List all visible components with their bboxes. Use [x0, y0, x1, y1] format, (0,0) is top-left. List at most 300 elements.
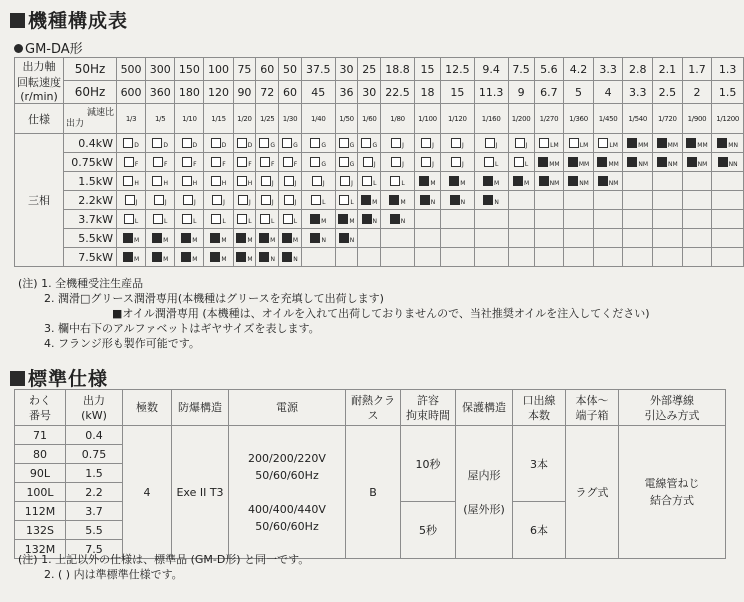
gear-cell	[441, 229, 475, 248]
gear-cell	[508, 172, 534, 191]
gear-cell	[256, 172, 279, 191]
gear-cell	[712, 229, 744, 248]
gear-cell	[146, 191, 175, 210]
gear-cell	[441, 153, 475, 172]
oil-lubrication-box-icon	[123, 233, 133, 243]
section1-title: 機種構成表	[10, 6, 128, 33]
gear-size-label: N	[460, 198, 466, 206]
gear-cell	[712, 134, 744, 153]
oil-lubrication-box-icon	[259, 252, 269, 262]
speed60-cell: 1.5	[712, 81, 744, 104]
oil-lubrication-box-icon	[152, 233, 162, 243]
oil-lubrication-box-icon	[361, 195, 371, 205]
notes2	[18, 552, 309, 582]
gear-size-label: L	[293, 217, 298, 225]
phase-label: 三相	[15, 134, 64, 267]
gear-size-label: M	[163, 255, 169, 263]
explosion-cell: Exe II T3	[172, 426, 229, 559]
gear-size-label: J	[525, 141, 528, 149]
gear-cell	[534, 210, 564, 229]
speed60-cell: 2.5	[653, 81, 683, 104]
gear-size-label: M	[292, 236, 299, 244]
oil-lubrication-box-icon	[362, 214, 372, 224]
grease-lubrication-box-icon	[569, 138, 579, 148]
speed50-cell: 30	[335, 58, 358, 81]
gear-size-label: J	[135, 198, 138, 206]
gear-cell	[381, 229, 415, 248]
oil-lubrication-box-icon	[597, 157, 607, 167]
ratio-cell: 1/540	[623, 104, 653, 134]
gear-size-label: M	[321, 217, 327, 225]
gear-cell	[441, 210, 475, 229]
gear-cell	[175, 134, 204, 153]
grease-lubrication-box-icon	[237, 138, 247, 148]
oil-lubrication-box-icon	[181, 252, 191, 262]
gear-size-label: L	[164, 217, 168, 225]
gear-cell	[381, 191, 415, 210]
oil-lubrication-box-icon	[627, 157, 637, 167]
gear-cell	[623, 172, 653, 191]
grease-lubrication-box-icon	[282, 138, 292, 148]
gear-cell	[474, 248, 508, 267]
gear-cell	[653, 229, 683, 248]
gear-cell	[279, 134, 302, 153]
gear-size-label: J	[495, 141, 498, 149]
grease-lubrication-box-icon	[310, 138, 320, 148]
gear-cell	[623, 210, 653, 229]
gear-size-label: M	[133, 236, 140, 244]
gear-cell	[414, 153, 440, 172]
gear-cell	[233, 134, 256, 153]
gear-cell	[414, 248, 440, 267]
oil-lubrication-box-icon	[686, 138, 696, 148]
gear-size-label: MM	[697, 141, 708, 149]
output-cell: 1.5	[66, 464, 123, 483]
ratio-cell: 1/10	[175, 104, 204, 134]
ratio-cell: 1/360	[564, 104, 594, 134]
gear-size-label: N	[400, 217, 406, 225]
oil-lubrication-box-icon	[152, 252, 162, 262]
gear-cell	[593, 248, 623, 267]
gear-cell	[441, 248, 475, 267]
gear-size-label: J	[223, 198, 225, 206]
grease-lubrication-box-icon	[182, 138, 192, 148]
grease-lubrication-box-icon	[124, 214, 134, 224]
gear-size-label: J	[461, 160, 464, 168]
gear-size-label: N	[372, 217, 378, 225]
speed60-cell: 600	[117, 81, 146, 104]
h-power: 電源	[229, 390, 346, 426]
gear-cell	[279, 172, 302, 191]
gear-size-label: LM	[579, 141, 589, 149]
grease-lubrication-box-icon	[237, 157, 247, 167]
gear-cell	[474, 210, 508, 229]
speed60-cell: 5	[564, 81, 594, 104]
gear-cell	[474, 191, 508, 210]
gear-cell	[233, 191, 256, 210]
frame-cell: 90L	[15, 464, 66, 483]
time-b-cell: 5秒	[401, 502, 456, 559]
hz60-label: 60Hz	[64, 81, 117, 104]
gear-cell	[117, 229, 146, 248]
h-frame: わく 番号	[15, 390, 66, 426]
power-cell: 2.2kW	[64, 191, 117, 210]
gear-cell	[335, 248, 358, 267]
speed60-cell: 360	[146, 81, 175, 104]
speed60-cell: 72	[256, 81, 279, 104]
gear-size-label: LM	[550, 141, 559, 149]
gear-cell	[256, 229, 279, 248]
grease-lubrication-box-icon	[153, 157, 163, 167]
gear-cell	[175, 229, 204, 248]
h-terminal: 本体～ 端子箱	[566, 390, 619, 426]
speed50-cell: 9.4	[474, 58, 508, 81]
wiring-cell: 電線管ねじ 結合方式	[619, 426, 726, 559]
leads-b-cell: 6本	[513, 502, 566, 559]
gear-size-label: M	[430, 179, 436, 187]
gear-cell	[414, 134, 440, 153]
gear-cell	[256, 210, 279, 229]
gear-size-label: D	[192, 141, 198, 149]
power-cell: 3.7kW	[64, 210, 117, 229]
gear-size-label: G	[293, 141, 298, 149]
ratio-cell: 1/40	[301, 104, 335, 134]
gear-cell	[335, 134, 358, 153]
gear-cell	[534, 153, 564, 172]
gear-size-label: F	[134, 160, 139, 168]
speed50-cell: 1.3	[712, 58, 744, 81]
oil-lubrication-box-icon	[568, 176, 578, 186]
gear-cell	[233, 229, 256, 248]
gear-size-label: M	[192, 236, 198, 244]
speed60-cell: 6.7	[534, 81, 564, 104]
speed50-cell: 150	[175, 58, 204, 81]
output-cell: 5.5	[66, 521, 123, 540]
gear-size-label: MM	[638, 141, 649, 149]
speed50-cell: 100	[204, 58, 233, 81]
model-subtitle: GM-DA形	[14, 38, 83, 57]
speed50-cell: 18.8	[381, 58, 415, 81]
gear-cell	[358, 153, 381, 172]
gear-cell	[712, 248, 744, 267]
grease-lubrication-box-icon	[259, 138, 269, 148]
gear-size-label: M	[400, 198, 406, 206]
grease-lubrication-box-icon	[451, 157, 461, 167]
gear-size-label: F	[163, 160, 168, 168]
oil-lubrication-box-icon	[449, 176, 459, 186]
gear-cell	[564, 172, 594, 191]
speed50-cell: 2.1	[653, 58, 683, 81]
gear-cell	[623, 248, 653, 267]
grease-lubrication-box-icon	[125, 195, 135, 205]
gear-cell	[653, 210, 683, 229]
speed50-cell: 1.7	[682, 58, 712, 81]
speed60-cell: 2	[682, 81, 712, 104]
gear-size-label: L	[401, 179, 405, 187]
speed-row-label: 出力軸 回転速度 (r/min)	[15, 58, 64, 104]
gear-cell	[146, 172, 175, 191]
gear-size-label: MM	[549, 160, 560, 168]
gear-cell	[593, 229, 623, 248]
gear-cell	[381, 153, 415, 172]
grease-lubrication-box-icon	[284, 176, 294, 186]
grease-lubrication-box-icon	[361, 138, 371, 148]
gear-size-label: G	[372, 141, 378, 149]
gear-cell	[414, 191, 440, 210]
gear-size-label: J	[294, 198, 297, 206]
oil-lubrication-box-icon	[338, 214, 348, 224]
oil-lubrication-box-icon	[483, 176, 493, 186]
gear-cell	[712, 210, 744, 229]
ratio-cell: 1/160	[474, 104, 508, 134]
gear-cell	[381, 172, 415, 191]
gear-cell	[335, 191, 358, 210]
gear-cell	[623, 153, 653, 172]
gear-cell	[335, 153, 358, 172]
gear-cell	[712, 153, 744, 172]
gear-size-label: N	[270, 255, 275, 263]
gear-size-label: G	[321, 160, 327, 168]
gear-cell	[474, 172, 508, 191]
gear-size-label: J	[294, 179, 297, 187]
gear-cell	[256, 134, 279, 153]
gear-cell	[233, 248, 256, 267]
gear-cell	[301, 172, 335, 191]
gear-size-label: M	[163, 236, 169, 244]
gear-cell	[279, 153, 302, 172]
ratio-cell: 1/5	[146, 104, 175, 134]
speed60-cell: 4	[593, 81, 623, 104]
speed60-cell: 3.3	[623, 81, 653, 104]
output-cell: 7.5	[66, 540, 123, 559]
gear-size-label: J	[249, 198, 251, 206]
output-cell: 2.2	[66, 483, 123, 502]
gear-cell	[381, 134, 415, 153]
gear-size-label: J	[271, 198, 274, 206]
gear-cell	[414, 210, 440, 229]
gear-size-label: M	[523, 179, 530, 187]
h-output: 出力 (kW)	[66, 390, 123, 426]
gear-size-label: J	[432, 141, 434, 149]
note4: 4. フランジ形も製作可能です。	[44, 337, 200, 350]
gear-size-label: L	[193, 217, 197, 225]
gear-cell	[204, 210, 233, 229]
speed50-cell: 37.5	[301, 58, 335, 81]
oil-lubrication-box-icon	[657, 138, 667, 148]
gear-size-label: G	[349, 160, 355, 168]
gear-size-label: NM	[608, 179, 619, 187]
gear-cell	[279, 229, 302, 248]
square-bullet-icon	[10, 371, 25, 386]
oil-lubrication-box-icon	[282, 252, 292, 262]
gear-cell	[358, 210, 381, 229]
gear-cell	[593, 172, 623, 191]
ratio-cell: 1/80	[381, 104, 415, 134]
gear-cell	[204, 191, 233, 210]
gear-size-label: H	[163, 179, 168, 187]
gear-cell	[117, 153, 146, 172]
gear-size-label: D	[134, 141, 139, 149]
grease-lubrication-box-icon	[390, 176, 400, 186]
gear-size-label: NM	[697, 160, 708, 168]
grease-lubrication-box-icon	[485, 138, 495, 148]
gear-cell	[474, 229, 508, 248]
gear-cell	[117, 248, 146, 267]
gear-cell	[358, 229, 381, 248]
oil-lubrication-box-icon	[282, 233, 292, 243]
ratio-cell: 1/100	[414, 104, 440, 134]
output-cell: 0.75	[66, 445, 123, 464]
gear-size-label: D	[221, 141, 227, 149]
gear-cell	[564, 153, 594, 172]
ratio-cell: 1/25	[256, 104, 279, 134]
grease-lubrication-box-icon	[363, 157, 373, 167]
gear-cell	[301, 248, 335, 267]
frame-cell: 71	[15, 426, 66, 445]
gear-size-label: F	[248, 160, 252, 168]
model-table	[14, 57, 744, 267]
gear-cell	[204, 172, 233, 191]
gear-size-label: L	[271, 217, 275, 225]
terminal-cell: ラグ式	[566, 426, 619, 559]
gear-size-label: L	[350, 198, 354, 206]
grease-lubrication-box-icon	[539, 138, 549, 148]
speed50-cell: 15	[414, 58, 440, 81]
note2b: ■オイル潤滑専用 (本機種は、オイルを入れて出荷しておりませんので、当社推奨オイルを注入してください)	[112, 307, 650, 320]
output-cell: 0.4	[66, 426, 123, 445]
oil-lubrication-box-icon	[598, 176, 608, 186]
gear-cell	[117, 191, 146, 210]
speed60-cell: 15	[441, 81, 475, 104]
gear-size-label: J	[193, 198, 196, 206]
gear-cell	[335, 210, 358, 229]
gear-size-label: J	[351, 179, 353, 187]
gear-size-label: J	[271, 179, 274, 187]
ratio-cell: 1/450	[593, 104, 623, 134]
gear-size-label: MN	[728, 141, 738, 149]
oil-lubrication-box-icon	[310, 233, 320, 243]
speed50-cell: 12.5	[441, 58, 475, 81]
speed50-cell: 25	[358, 58, 381, 81]
power-cell: 7.5kW	[64, 248, 117, 267]
gear-cell	[175, 210, 204, 229]
h-insulation: 耐熱クラス	[346, 390, 401, 426]
gear-cell	[508, 229, 534, 248]
gear-size-label: N	[321, 236, 326, 244]
frame-cell: 112M	[15, 502, 66, 521]
gear-cell	[358, 191, 381, 210]
grease-lubrication-box-icon	[211, 214, 221, 224]
poles-cell: 4	[123, 426, 172, 559]
gear-size-label: MM	[608, 160, 619, 168]
gear-cell	[301, 229, 335, 248]
gear-size-label: F	[222, 160, 226, 168]
gear-cell	[441, 172, 475, 191]
gear-cell	[204, 134, 233, 153]
grease-lubrication-box-icon	[339, 157, 349, 167]
gear-cell	[534, 172, 564, 191]
gear-cell	[441, 134, 475, 153]
gear-size-label: G	[321, 141, 327, 149]
oil-lubrication-box-icon	[236, 233, 246, 243]
grease-lubrication-box-icon	[339, 195, 349, 205]
grease-lubrication-box-icon	[340, 176, 350, 186]
square-bullet-icon	[10, 13, 25, 28]
gear-cell	[146, 153, 175, 172]
grease-lubrication-box-icon	[237, 176, 247, 186]
grease-lubrication-box-icon	[124, 157, 134, 167]
power-cell: 1.5kW	[64, 172, 117, 191]
gear-cell	[279, 210, 302, 229]
gear-size-label: H	[221, 179, 227, 187]
gear-cell	[682, 210, 712, 229]
gear-cell	[534, 229, 564, 248]
gear-size-label: M	[349, 217, 355, 225]
gear-cell	[175, 248, 204, 267]
gear-size-label: NN	[728, 160, 738, 168]
gear-cell	[593, 191, 623, 210]
grease-lubrication-box-icon	[261, 195, 271, 205]
gear-size-label: N	[430, 198, 436, 206]
speed50-cell: 5.6	[534, 58, 564, 81]
note2-1: (注) 1. 上記以外の仕様は、標準品 (GM-D形) と同一です。	[18, 553, 310, 566]
power-cell: 0.75kW	[64, 153, 117, 172]
ratio-cell: 1/60	[358, 104, 381, 134]
grease-lubrication-box-icon	[312, 176, 322, 186]
gear-cell	[256, 191, 279, 210]
gear-cell	[146, 229, 175, 248]
gear-size-label: MM	[667, 141, 679, 149]
grease-lubrication-box-icon	[311, 195, 321, 205]
gear-cell	[534, 191, 564, 210]
gear-cell	[256, 153, 279, 172]
gear-cell	[381, 248, 415, 267]
gear-size-label: J	[164, 198, 167, 206]
gear-size-label: NM	[638, 160, 649, 168]
ratio-cell: 1/900	[682, 104, 712, 134]
h-allow: 許容 拘束時間	[401, 390, 456, 426]
power-cell: 0.4kW	[64, 134, 117, 153]
gear-size-label: NM	[549, 179, 560, 187]
gear-size-label: D	[247, 141, 253, 149]
gear-cell	[204, 229, 233, 248]
grease-lubrication-box-icon	[283, 214, 293, 224]
gear-cell	[593, 153, 623, 172]
gear-size-label: H	[247, 179, 253, 187]
grease-lubrication-box-icon	[123, 138, 133, 148]
oil-lubrication-box-icon	[538, 157, 548, 167]
protect-cell: 屋内形 (屋外形)	[456, 426, 513, 559]
speed50-cell: 500	[117, 58, 146, 81]
h-poles: 極数	[123, 390, 172, 426]
gear-size-label: N	[349, 236, 355, 244]
gear-cell	[653, 134, 683, 153]
h-wiring: 外部導線 引込み方式	[619, 390, 726, 426]
gear-cell	[474, 134, 508, 153]
oil-lubrication-box-icon	[568, 157, 578, 167]
gear-cell	[175, 172, 204, 191]
gear-size-label: M	[460, 179, 466, 187]
gear-cell	[441, 191, 475, 210]
oil-lubrication-box-icon	[181, 233, 191, 243]
grease-lubrication-box-icon	[283, 157, 293, 167]
gear-size-label: M	[372, 198, 378, 206]
gear-cell	[508, 153, 534, 172]
grease-lubrication-box-icon	[261, 176, 271, 186]
gear-cell	[682, 248, 712, 267]
speed60-cell: 30	[358, 81, 381, 104]
gear-size-label: MM	[578, 160, 590, 168]
